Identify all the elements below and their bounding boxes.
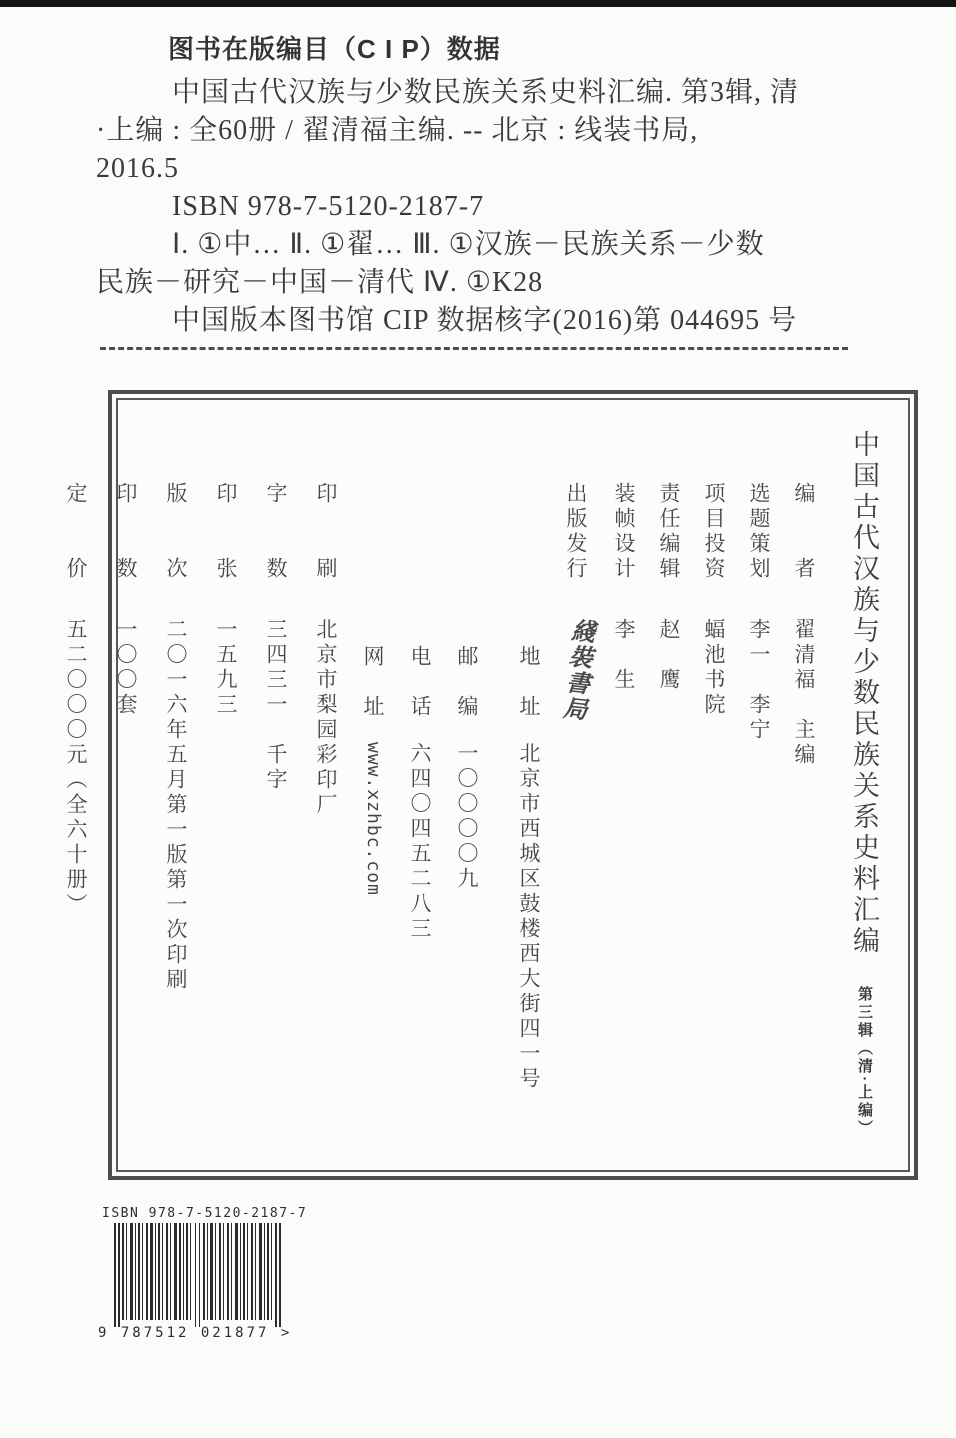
colophon-entry-postcode — [452, 408, 482, 1162]
colophon-entry-print-run — [111, 408, 141, 1162]
entry-value: 六四〇四五二八三 — [408, 742, 432, 942]
website-url: www.xzhbc.com — [363, 742, 384, 896]
entry-value: 一〇〇〇〇九 — [455, 742, 479, 892]
entry-label: 地 址 — [517, 645, 541, 720]
entry-value: 一五九三 — [214, 618, 238, 718]
isbn-barcode — [88, 1206, 308, 1341]
colophon-vertical-content — [64, 408, 884, 1162]
cip-subtitle-line: ·上编 : 全60册 / 翟清福主编. -- 北京 : 线装书局, — [96, 115, 699, 146]
cip-classification-line-2: 民族－研究－中国－清代 Ⅳ. ①K28 — [96, 267, 544, 298]
colophon-entry-address — [514, 408, 544, 1162]
entry-label: 电 话 — [408, 645, 432, 720]
entry-label: 邮 编 — [455, 645, 479, 720]
colophon-inner-border — [64, 398, 910, 1172]
cip-block — [96, 30, 866, 340]
entry-value: 北京市梨园彩印厂 — [314, 618, 338, 818]
colophon-entry-binding-design — [609, 408, 639, 1162]
entry-value: 三四三一 千字 — [264, 618, 288, 793]
entry-label: 网 址 — [361, 645, 385, 720]
entry-label: 字 数 — [264, 482, 288, 582]
publisher-logotype: 綫裝書局 — [557, 616, 595, 724]
book-title-column — [845, 408, 884, 1162]
colophon-entry-planning — [744, 408, 774, 1162]
barcode-digits: 9 787512 021877 > — [98, 1325, 293, 1341]
barcode-isbn-text: ISBN 978-7-5120-2187-7 — [102, 1206, 308, 1221]
cip-heading: 图书在版编目（C I P）数据 — [168, 34, 501, 64]
cip-year-line: 2016.5 — [96, 153, 179, 184]
colophon-entry-publisher — [559, 408, 594, 1162]
entry-label: 装帧设计 — [612, 482, 636, 582]
colophon-entry-word-count — [261, 408, 291, 1162]
entry-value: 赵 鹰 — [657, 618, 681, 693]
entry-label: 印 张 — [214, 482, 238, 582]
entry-label: 编 者 — [792, 482, 816, 582]
entry-label: 项目投资 — [702, 482, 726, 582]
book-subtitle: 第三辑（清·上编） — [856, 986, 872, 1139]
colophon-entry-edition — [161, 408, 191, 1162]
colophon-entry-price — [61, 408, 91, 1162]
entry-value: 五二〇〇〇元（全六十册） — [64, 618, 88, 918]
entry-label: 版 次 — [164, 482, 188, 582]
entry-label: 责任编辑 — [657, 482, 681, 582]
barcode-bars — [114, 1223, 284, 1327]
entry-value: 李一 李宁 — [747, 618, 771, 743]
entry-value: 一〇〇套 — [114, 618, 138, 718]
colophon-entry-website — [358, 408, 388, 1162]
colophon-entry-responsible-editor — [654, 408, 684, 1162]
entry-label: 选题策划 — [747, 482, 771, 582]
entry-value: 二〇一六年五月第一版第一次印刷 — [164, 618, 188, 993]
scan-top-edge — [0, 0, 956, 7]
colophon-entry-print-sheets — [211, 408, 241, 1162]
colophon-box — [64, 390, 918, 1180]
entry-label: 印 数 — [114, 482, 138, 582]
colophon-entry-editor — [789, 408, 819, 1162]
cip-record-number-line: 中国版本图书馆 CIP 数据核字(2016)第 044695 号 — [172, 305, 798, 336]
entry-value: 李 生 — [612, 618, 636, 693]
entry-value: 翟清福 主编 — [792, 618, 816, 768]
cip-title-line: 中国古代汉族与少数民族关系史料汇编. 第3辑, 清 — [172, 77, 800, 108]
colophon-entry-investment — [699, 408, 729, 1162]
entry-label: 定 价 — [64, 482, 88, 582]
dashed-divider — [100, 347, 848, 350]
entry-value: 北京市西城区鼓楼西大街四一号 — [517, 742, 541, 1092]
cip-classification-line-1: Ⅰ. ①中… Ⅱ. ①翟… Ⅲ. ①汉族－民族关系－少数 — [172, 229, 765, 260]
entry-value: 蝠池书院 — [702, 618, 726, 718]
cip-isbn-line: ISBN 978-7-5120-2187-7 — [172, 191, 485, 222]
colophon-entry-printing — [311, 408, 341, 1162]
entry-label: 印 刷 — [314, 482, 338, 582]
entry-label: 出版发行 — [564, 482, 588, 582]
colophon-entry-phone — [405, 408, 435, 1162]
book-title: 中国古代汉族与少数民族关系史料汇编 — [849, 430, 879, 957]
